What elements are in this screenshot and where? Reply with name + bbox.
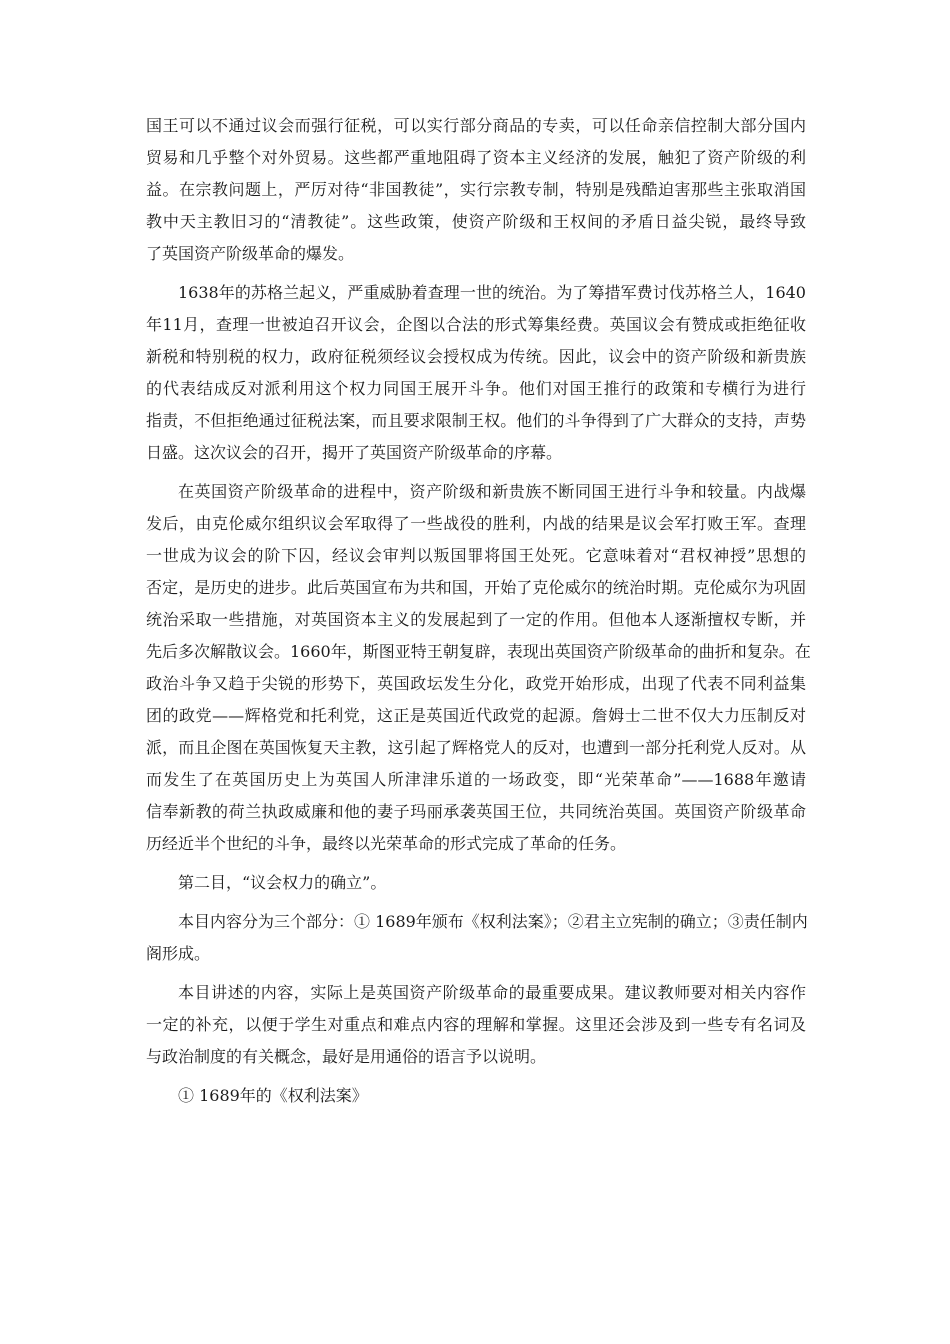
paragraph-teaching-advice xyxy=(146,977,806,1073)
text-line: 团的政党——辉格党和托利党，这正是英国近代政党的起源。詹姆士二世不仅大力压制反对 xyxy=(146,706,806,725)
text-line: 了英国资产阶级革命的爆发。 xyxy=(146,244,355,263)
paragraph-gap xyxy=(146,899,806,906)
document-page xyxy=(146,110,811,1112)
paragraph-gap xyxy=(146,469,806,476)
text-line: 派，而且企图在英国恢复天主教，这引起了辉格党人的反对，也遭到一部分托利党人反对。从 xyxy=(146,738,806,757)
section-heading-parliament-power xyxy=(146,867,806,899)
text-line: 一世成为议会的阶下囚，经议会审判以叛国罪将国王处死。它意味着对“君权神授”思想的 xyxy=(146,546,806,565)
paragraph-revolution-process xyxy=(146,476,811,860)
text-line: 在英国资产阶级革命的进程中，资产阶级和新贵族不断同国王进行斗争和较量。内战爆 xyxy=(178,482,806,501)
text-line: ① 1689年的《权利法案》 xyxy=(178,1086,368,1105)
text-line: 先后多次解散议会。1660年，斯图亚特王朝复辟，表现出英国资产阶级革命的曲折和复杂。在 xyxy=(146,642,811,661)
subheading-bill-of-rights xyxy=(146,1080,806,1112)
paragraph-gap xyxy=(146,970,806,977)
text-line: 日盛。这次议会的召开，揭开了英国资产阶级革命的序幕。 xyxy=(146,443,563,462)
paragraph-section-outline xyxy=(146,906,806,970)
text-line: 信奉新教的荷兰执政威廉和他的妻子玛丽承袭英国王位，共同统治英国。英国资产阶级革命 xyxy=(146,802,806,821)
text-line: 指责，不但拒绝通过征税法案，而且要求限制王权。他们的斗争得到了广大群众的支持，声势 xyxy=(146,411,806,430)
text-line: 一定的补充，以便于学生对重点和难点内容的理解和掌握。这里还会涉及到一些专有名词及 xyxy=(146,1015,806,1034)
text-line: 贸易和几乎整个对外贸易。这些都严重地阻碍了资本主义经济的发展，触犯了资产阶级的利 xyxy=(146,148,806,167)
text-line: 本目内容分为三个部分：① 1689年颁布《权利法案》；②君主立宪制的确立；③责任制内 xyxy=(178,912,808,931)
text-line: 教中天主教旧习的“清教徒”。这些政策，使资产阶级和王权间的矛盾日益尖锐，最终导致 xyxy=(146,212,806,231)
text-line: 第二目，“议会权力的确立”。 xyxy=(178,873,387,892)
paragraph-gap xyxy=(146,860,806,867)
paragraph-royal-taxation xyxy=(146,110,806,270)
text-line: 否定，是历史的进步。此后英国宣布为共和国，开始了克伦威尔的统治时期。克伦威尔为巩固 xyxy=(146,578,806,597)
text-line: 统治采取一些措施，对英国资本主义的发展起到了一定的作用。但他本人逐渐擅权专断，并 xyxy=(146,610,806,629)
paragraph-gap xyxy=(146,270,806,277)
text-line: 的代表结成反对派利用这个权力同国王展开斗争。他们对国王推行的政策和专横行为进行 xyxy=(146,379,806,398)
text-line: 与政治制度的有关概念，最好是用通俗的语言予以说明。 xyxy=(146,1047,547,1066)
text-line: 发后，由克伦威尔组织议会军取得了一些战役的胜利，内战的结果是议会军打败王军。查理 xyxy=(146,514,806,533)
text-line: 阁形成。 xyxy=(146,944,211,963)
text-line: 历经近半个世纪的斗争，最终以光荣革命的形式完成了革命的任务。 xyxy=(146,834,627,853)
text-line: 政治斗争又趋于尖锐的形势下，英国政坛发生分化，政党开始形成，出现了代表不同利益集 xyxy=(146,674,806,693)
text-line: 新税和特别税的权力，政府征税须经议会授权成为传统。因此，议会中的资产阶级和新贵族 xyxy=(146,347,806,366)
text-line: 益。在宗教问题上，严厉对待“非国教徒”，实行宗教专制，特别是残酷迫害那些主张取消国 xyxy=(146,180,806,199)
text-line: 国王可以不通过议会而强行征税，可以实行部分商品的专卖，可以任命亲信控制大部分国内 xyxy=(146,116,806,135)
text-line: 1638年的苏格兰起义，严重威胁着查理一世的统治。为了筹措军费讨伐苏格兰人，1640 xyxy=(178,283,806,302)
text-line: 年11月，查理一世被迫召开议会，企图以合法的形式筹集经费。英国议会有赞成或拒绝征收 xyxy=(146,315,806,334)
text-line: 本目讲述的内容，实际上是英国资产阶级革命的最重要成果。建议教师要对相关内容作 xyxy=(178,983,806,1002)
paragraph-gap xyxy=(146,1073,806,1080)
text-line: 而发生了在英国历史上为英国人所津津乐道的一场政变，即“光荣革命”——1688年邀请 xyxy=(146,770,806,789)
paragraph-scottish-uprising xyxy=(146,277,806,469)
